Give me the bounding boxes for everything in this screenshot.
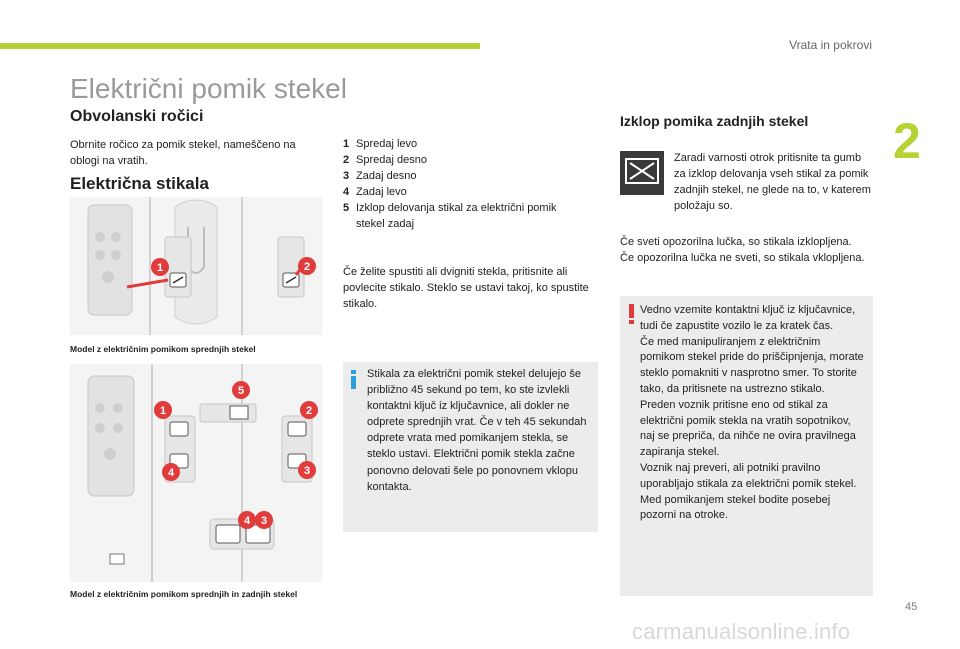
info-icon (351, 370, 356, 389)
badge-4-rear: 4 (243, 515, 251, 527)
figure1-caption: Model z električnim pomikom sprednjih stekel (70, 344, 256, 354)
list-item: 3 Zadaj desno (343, 170, 417, 182)
warning-line: Preden voznik pritisne eno od stikal za električni pomik stekla na vratih sopotnikov, naj se prepriča, da nihče ne ovira pravilnega zapiranja stekel. (640, 398, 856, 459)
door-console-illustration (70, 197, 322, 335)
page-number: 45 (905, 601, 918, 613)
list-item: 2 Spredaj desno (343, 154, 427, 166)
figure-front-switches (70, 197, 322, 335)
badge-2: 2 (305, 405, 313, 417)
watermark: carmanualsonline.info (632, 619, 851, 644)
page-title: Električni pomik stekel (70, 73, 347, 104)
badge-2: 2 (303, 261, 311, 273)
badge-1: 1 (156, 262, 164, 274)
chapter-number: 2 (893, 113, 921, 169)
indicator-off-text: Če opozorilna lučka ne sveti, so stikala vklopljena. (620, 252, 865, 264)
badge-1: 1 (159, 405, 167, 417)
warning-line: Voznik naj preveri, ali potniki pravilno uporabljajo stikala za električni pomik stekel. (640, 461, 857, 490)
badge-5: 5 (237, 385, 245, 397)
warning-line: Med pomikanjem stekel bodite posebej pozorni na otroke. (640, 493, 831, 522)
child-lock-text: Zaradi varnosti otrok pritisnite ta gumb za izklop delovanja vseh stikal za pomik zadnjih stekel, ne glede na to, v katerem položaju so. (674, 152, 871, 212)
switch-list (343, 136, 598, 232)
warning-note (620, 296, 873, 596)
heading-switches: Električna stikala (70, 174, 209, 193)
badge-3: 3 (303, 465, 311, 477)
badge-4: 4 (167, 467, 175, 479)
heading-rear-lock: Izklop pomika zadnjih stekel (620, 113, 809, 129)
list-item: 5 Izklop delovanja stikal za električni pomik stekel zadaj (343, 202, 557, 230)
operation-text: Če želite spustiti ali dvigniti stekla, pritisnite ali povlecite stikalo. Steklo se ustavi takoj, ko spustite stikalo. (343, 266, 589, 310)
indicator-on-text: Če sveti opozorilna lučka, so stikala izklopljena. (620, 236, 852, 248)
lever-text: Obrnite ročico za pomik stekel, nameščeno na oblogi na vratih. (70, 139, 296, 167)
header-accent-bar (0, 43, 480, 49)
warning-line: Če med manipuliranjem z električnim pomikom stekel pride do priščipnjenja, morate steklo pomakniti v nasprotno smer. To storite tako, da pritisnete na ustrezno stikalo. (640, 335, 864, 395)
child-lock-icon (620, 151, 664, 195)
console-illustration (70, 364, 322, 582)
badge-3-rear: 3 (260, 515, 268, 527)
warning-line: Vedno vzemite kontaktni ključ iz ključavnice, tudi če zapustite vozilo le za kratek čas. (640, 304, 856, 332)
list-item: 1 Spredaj levo (343, 138, 418, 150)
warning-icon (629, 304, 634, 324)
info-text: Stikala za električni pomik stekel delujejo še približno 45 sekund po tem, ko ste izvlekli kontaktni ključ iz ključavnice, ali dokler ne odprete sprednjih vrat. Če v teh 45 sekundah odprete vrata med pomikanjem stekla, se steklo ustavi. Električni pomik stekla začne ponovno delovati šele po ponovnem vklopu kontakta. (367, 368, 587, 493)
warning-text (640, 303, 868, 524)
figure-front-rear-switches (70, 364, 322, 582)
figure2-caption: Model z električnim pomikom sprednjih in zadnjih stekel (70, 589, 298, 599)
list-item: 4 Zadaj levo (343, 186, 407, 198)
section-name: Vrata in pokrovi (789, 38, 872, 52)
info-note (343, 362, 598, 532)
heading-lever: Obvolanski ročici (70, 108, 204, 125)
